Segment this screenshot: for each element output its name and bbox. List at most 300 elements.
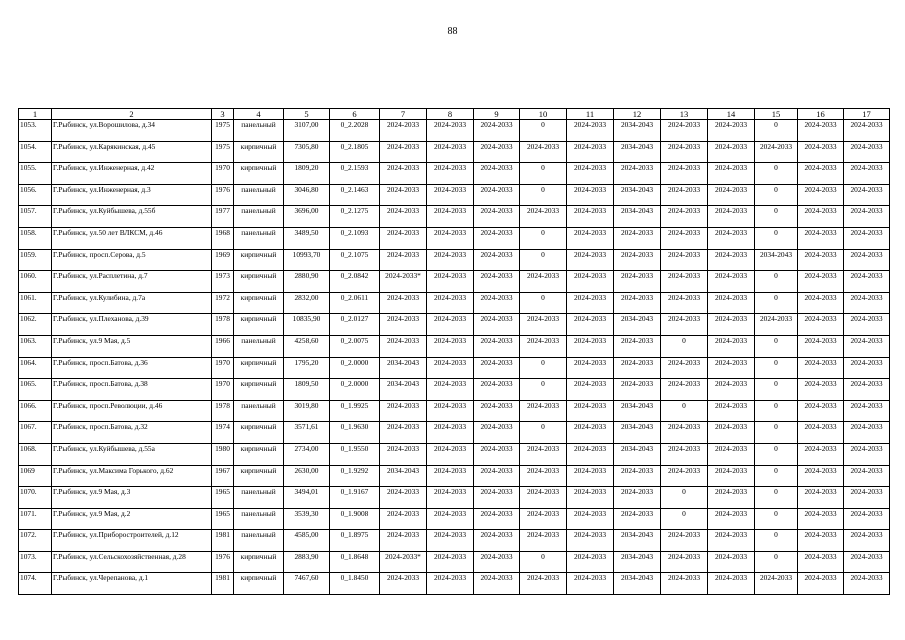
period-cell-17: 2024-2033 (844, 335, 890, 357)
period-cell-11: 2024-2033 (567, 379, 614, 401)
wall-material-cell: панельный (234, 335, 284, 357)
period-cell-12: 2024-2033 (614, 163, 661, 185)
column-header-6: 6 (330, 109, 380, 120)
priority-index-cell: 0_2.0127 (330, 314, 380, 336)
address-cell: Г.Рыбинск, просп.Батова, д.32 (52, 422, 212, 444)
year-built-cell: 1965 (212, 487, 234, 509)
period-cell-16: 2024-2033 (798, 551, 844, 573)
period-cell-13: 2024-2033 (661, 422, 708, 444)
period-cell-10: 2024-2033 (520, 508, 567, 530)
period-cell-15: 0 (755, 292, 798, 314)
period-cell-17: 2024-2033 (844, 184, 890, 206)
period-cell-10: 0 (520, 551, 567, 573)
period-cell-13: 2024-2033 (661, 357, 708, 379)
period-cell-9: 2024-2033 (474, 422, 520, 444)
period-cell-9: 2024-2033 (474, 227, 520, 249)
period-cell-16: 2024-2033 (798, 400, 844, 422)
period-cell-12: 2034-2043 (614, 422, 661, 444)
row-number-cell: 1055. (19, 163, 52, 185)
period-cell-9: 2024-2033 (474, 184, 520, 206)
table-body (19, 120, 890, 595)
period-cell-7: 2024-2033 (380, 508, 427, 530)
row-number-cell: 1054. (19, 141, 52, 163)
period-cell-14: 2024-2033 (708, 530, 755, 552)
year-built-cell: 1977 (212, 206, 234, 228)
period-cell-8: 2024-2033 (427, 530, 474, 552)
period-cell-10: 2024-2033 (520, 314, 567, 336)
wall-material-cell: панельный (234, 508, 284, 530)
period-cell-13: 2024-2033 (661, 314, 708, 336)
period-cell-13: 2024-2033 (661, 163, 708, 185)
period-cell-16: 2024-2033 (798, 573, 844, 595)
period-cell-10: 0 (520, 292, 567, 314)
year-built-cell: 1968 (212, 227, 234, 249)
period-cell-11: 2024-2033 (567, 120, 614, 142)
period-cell-7: 2024-2033 (380, 314, 427, 336)
period-cell-12: 2024-2033 (614, 292, 661, 314)
year-built-cell: 1978 (212, 314, 234, 336)
period-cell-9: 2024-2033 (474, 163, 520, 185)
priority-index-cell: 0_1.9630 (330, 422, 380, 444)
period-cell-16: 2024-2033 (798, 314, 844, 336)
period-cell-8: 2024-2033 (427, 120, 474, 142)
period-cell-8: 2024-2033 (427, 227, 474, 249)
period-cell-17: 2024-2033 (844, 120, 890, 142)
area-cell: 2630,00 (284, 465, 330, 487)
row-number-cell: 1059. (19, 249, 52, 271)
wall-material-cell: панельный (234, 530, 284, 552)
period-cell-9: 2024-2033 (474, 141, 520, 163)
period-cell-16: 2024-2033 (798, 508, 844, 530)
period-cell-17: 2024-2033 (844, 551, 890, 573)
period-cell-17: 2024-2033 (844, 379, 890, 401)
column-header-1: 1 (19, 109, 52, 120)
period-cell-7: 2024-2033 (380, 335, 427, 357)
period-cell-15: 0 (755, 508, 798, 530)
wall-material-cell: кирпичный (234, 465, 284, 487)
address-cell: Г.Рыбинск, ул.Инженерная, д.3 (52, 184, 212, 206)
row-number-cell: 1070. (19, 487, 52, 509)
period-cell-17: 2024-2033 (844, 271, 890, 293)
address-cell: Г.Рыбинск, ул.9 Мая, д.3 (52, 487, 212, 509)
period-cell-15: 2024-2033 (755, 141, 798, 163)
period-cell-14: 2024-2033 (708, 271, 755, 293)
period-cell-9: 2024-2033 (474, 508, 520, 530)
period-cell-10: 2024-2033 (520, 465, 567, 487)
period-cell-17: 2024-2033 (844, 573, 890, 595)
period-cell-10: 2024-2033 (520, 443, 567, 465)
year-built-cell: 1969 (212, 249, 234, 271)
period-cell-14: 2024-2033 (708, 163, 755, 185)
period-cell-17: 2024-2033 (844, 443, 890, 465)
period-cell-9: 2024-2033 (474, 120, 520, 142)
period-cell-14: 2024-2033 (708, 141, 755, 163)
table-row (19, 443, 890, 465)
period-cell-9: 2024-2033 (474, 335, 520, 357)
priority-index-cell: 0_1.9167 (330, 487, 380, 509)
priority-index-cell: 0_2.1093 (330, 227, 380, 249)
priority-index-cell: 0_2.0611 (330, 292, 380, 314)
period-cell-7: 2024-2033 (380, 422, 427, 444)
area-cell: 7467,60 (284, 573, 330, 595)
period-cell-14: 2024-2033 (708, 184, 755, 206)
wall-material-cell: кирпичный (234, 163, 284, 185)
period-cell-12: 2034-2043 (614, 206, 661, 228)
period-cell-11: 2024-2033 (567, 292, 614, 314)
period-cell-15: 0 (755, 120, 798, 142)
period-cell-14: 2024-2033 (708, 206, 755, 228)
period-cell-15: 2024-2033 (755, 314, 798, 336)
area-cell: 7305,80 (284, 141, 330, 163)
period-cell-7: 2024-2033 (380, 163, 427, 185)
period-cell-16: 2024-2033 (798, 443, 844, 465)
table-header (19, 109, 890, 120)
period-cell-7: 2024-2033 (380, 573, 427, 595)
wall-material-cell: кирпичный (234, 314, 284, 336)
period-cell-14: 2024-2033 (708, 120, 755, 142)
area-cell: 3494,01 (284, 487, 330, 509)
period-cell-15: 0 (755, 400, 798, 422)
period-cell-7: 2024-2033 (380, 487, 427, 509)
area-cell: 2734,00 (284, 443, 330, 465)
area-cell: 10993,70 (284, 249, 330, 271)
period-cell-16: 2024-2033 (798, 206, 844, 228)
period-cell-12: 2024-2033 (614, 227, 661, 249)
period-cell-7: 2024-2033* (380, 551, 427, 573)
area-cell: 3107,00 (284, 120, 330, 142)
period-cell-11: 2024-2033 (567, 335, 614, 357)
address-cell: Г.Рыбинск, ул.Инженерная, д.42 (52, 163, 212, 185)
period-cell-11: 2024-2033 (567, 227, 614, 249)
period-cell-11: 2024-2033 (567, 357, 614, 379)
area-cell: 3571,61 (284, 422, 330, 444)
area-cell: 10835,90 (284, 314, 330, 336)
period-cell-16: 2024-2033 (798, 292, 844, 314)
period-cell-17: 2024-2033 (844, 487, 890, 509)
period-cell-12: 2034-2043 (614, 573, 661, 595)
period-cell-10: 0 (520, 357, 567, 379)
period-cell-15: 2024-2033 (755, 573, 798, 595)
address-cell: Г.Рыбинск, ул.Ворошилова, д.34 (52, 120, 212, 142)
period-cell-7: 2024-2033 (380, 530, 427, 552)
period-cell-10: 0 (520, 163, 567, 185)
period-cell-10: 2024-2033 (520, 573, 567, 595)
period-cell-15: 0 (755, 551, 798, 573)
period-cell-13: 2024-2033 (661, 271, 708, 293)
period-cell-8: 2024-2033 (427, 206, 474, 228)
period-cell-8: 2024-2033 (427, 487, 474, 509)
period-cell-10: 2024-2033 (520, 400, 567, 422)
period-cell-7: 2024-2033 (380, 227, 427, 249)
period-cell-8: 2024-2033 (427, 465, 474, 487)
column-header-8: 8 (427, 109, 474, 120)
table-row (19, 530, 890, 552)
period-cell-7: 2024-2033 (380, 120, 427, 142)
address-cell: Г.Рыбинск, ул.Максима Горького, д.62 (52, 465, 212, 487)
period-cell-14: 2024-2033 (708, 443, 755, 465)
table-row (19, 141, 890, 163)
period-cell-13: 2024-2033 (661, 443, 708, 465)
period-cell-9: 2024-2033 (474, 551, 520, 573)
priority-index-cell: 0_1.9550 (330, 443, 380, 465)
period-cell-16: 2024-2033 (798, 422, 844, 444)
wall-material-cell: панельный (234, 206, 284, 228)
priority-index-cell: 0_1.9008 (330, 508, 380, 530)
period-cell-16: 2024-2033 (798, 120, 844, 142)
period-cell-12: 2024-2033 (614, 249, 661, 271)
period-cell-14: 2024-2033 (708, 357, 755, 379)
period-cell-16: 2024-2033 (798, 487, 844, 509)
period-cell-11: 2024-2033 (567, 206, 614, 228)
year-built-cell: 1972 (212, 292, 234, 314)
period-cell-12: 2034-2043 (614, 314, 661, 336)
row-number-cell: 1071. (19, 508, 52, 530)
row-number-cell: 1068. (19, 443, 52, 465)
table-row (19, 422, 890, 444)
period-cell-10: 2024-2033 (520, 530, 567, 552)
priority-index-cell: 0_2.0075 (330, 335, 380, 357)
period-cell-15: 0 (755, 227, 798, 249)
period-cell-12: 2024-2033 (614, 335, 661, 357)
address-cell: Г.Рыбинск, ул.Кулибина, д.7а (52, 292, 212, 314)
period-cell-9: 2024-2033 (474, 487, 520, 509)
address-cell: Г.Рыбинск, ул.Приборостроителей, д.12 (52, 530, 212, 552)
year-built-cell: 1978 (212, 400, 234, 422)
column-header-4: 4 (234, 109, 284, 120)
period-cell-12: 2034-2043 (614, 120, 661, 142)
column-number-row (19, 109, 890, 120)
priority-index-cell: 0_1.9925 (330, 400, 380, 422)
period-cell-8: 2024-2033 (427, 443, 474, 465)
period-cell-11: 2024-2033 (567, 487, 614, 509)
area-cell: 1809,20 (284, 163, 330, 185)
table-row (19, 487, 890, 509)
row-number-cell: 1062. (19, 314, 52, 336)
year-built-cell: 1975 (212, 120, 234, 142)
period-cell-14: 2024-2033 (708, 227, 755, 249)
table-row (19, 465, 890, 487)
period-cell-8: 2024-2033 (427, 249, 474, 271)
period-cell-10: 2024-2033 (520, 206, 567, 228)
table-row (19, 227, 890, 249)
priority-index-cell: 0_1.8450 (330, 573, 380, 595)
year-built-cell: 1965 (212, 508, 234, 530)
period-cell-17: 2024-2033 (844, 422, 890, 444)
priority-index-cell: 0_2.2028 (330, 120, 380, 142)
period-cell-15: 0 (755, 271, 798, 293)
period-cell-13: 0 (661, 508, 708, 530)
column-header-3: 3 (212, 109, 234, 120)
year-built-cell: 1981 (212, 530, 234, 552)
column-header-10: 10 (520, 109, 567, 120)
wall-material-cell: кирпичный (234, 357, 284, 379)
wall-material-cell: панельный (234, 120, 284, 142)
period-cell-8: 2024-2033 (427, 271, 474, 293)
year-built-cell: 1967 (212, 465, 234, 487)
column-header-2: 2 (52, 109, 212, 120)
year-built-cell: 1974 (212, 422, 234, 444)
wall-material-cell: кирпичный (234, 292, 284, 314)
column-header-5: 5 (284, 109, 330, 120)
wall-material-cell: кирпичный (234, 551, 284, 573)
period-cell-13: 2024-2033 (661, 465, 708, 487)
period-cell-11: 2024-2033 (567, 271, 614, 293)
period-cell-10: 2024-2033 (520, 141, 567, 163)
period-cell-15: 0 (755, 487, 798, 509)
priority-index-cell: 0_2.0000 (330, 379, 380, 401)
period-cell-14: 2024-2033 (708, 487, 755, 509)
period-cell-9: 2024-2033 (474, 314, 520, 336)
row-number-cell: 1063. (19, 335, 52, 357)
period-cell-8: 2024-2033 (427, 400, 474, 422)
area-cell: 2880,90 (284, 271, 330, 293)
table-row (19, 271, 890, 293)
period-cell-11: 2024-2033 (567, 465, 614, 487)
period-cell-11: 2024-2033 (567, 184, 614, 206)
year-built-cell: 1981 (212, 573, 234, 595)
period-cell-11: 2024-2033 (567, 530, 614, 552)
period-cell-16: 2024-2033 (798, 530, 844, 552)
priority-index-cell: 0_2.1805 (330, 141, 380, 163)
period-cell-14: 2024-2033 (708, 314, 755, 336)
row-number-cell: 1053. (19, 120, 52, 142)
table-row (19, 335, 890, 357)
row-number-cell: 1074. (19, 573, 52, 595)
period-cell-15: 0 (755, 530, 798, 552)
period-cell-8: 2024-2033 (427, 422, 474, 444)
period-cell-12: 2034-2043 (614, 184, 661, 206)
priority-index-cell: 0_2.0000 (330, 357, 380, 379)
address-cell: Г.Рыбинск, ул.Черепанова, д.1 (52, 573, 212, 595)
wall-material-cell: кирпичный (234, 443, 284, 465)
period-cell-12: 2034-2043 (614, 530, 661, 552)
row-number-cell: 1066. (19, 400, 52, 422)
period-cell-10: 0 (520, 120, 567, 142)
period-cell-15: 0 (755, 422, 798, 444)
period-cell-17: 2024-2033 (844, 465, 890, 487)
period-cell-9: 2024-2033 (474, 530, 520, 552)
period-cell-17: 2024-2033 (844, 357, 890, 379)
period-cell-13: 2024-2033 (661, 379, 708, 401)
period-cell-11: 2024-2033 (567, 551, 614, 573)
row-number-cell: 1056. (19, 184, 52, 206)
period-cell-11: 2024-2033 (567, 400, 614, 422)
period-cell-10: 0 (520, 422, 567, 444)
priority-index-cell: 0_1.8648 (330, 551, 380, 573)
period-cell-16: 2024-2033 (798, 227, 844, 249)
period-cell-8: 2024-2033 (427, 292, 474, 314)
table-row (19, 163, 890, 185)
period-cell-8: 2024-2033 (427, 573, 474, 595)
period-cell-14: 2024-2033 (708, 551, 755, 573)
period-cell-15: 0 (755, 184, 798, 206)
row-number-cell: 1064. (19, 357, 52, 379)
priority-index-cell: 0_2.1075 (330, 249, 380, 271)
period-cell-8: 2024-2033 (427, 184, 474, 206)
table-row (19, 184, 890, 206)
period-cell-7: 2024-2033 (380, 206, 427, 228)
year-built-cell: 1975 (212, 141, 234, 163)
row-number-cell: 1060. (19, 271, 52, 293)
period-cell-14: 2024-2033 (708, 508, 755, 530)
period-cell-9: 2024-2033 (474, 573, 520, 595)
period-cell-15: 0 (755, 443, 798, 465)
period-cell-9: 2024-2033 (474, 292, 520, 314)
area-cell: 3539,30 (284, 508, 330, 530)
period-cell-10: 0 (520, 379, 567, 401)
area-cell: 2832,00 (284, 292, 330, 314)
period-cell-7: 2024-2033 (380, 184, 427, 206)
period-cell-12: 2024-2033 (614, 508, 661, 530)
table-row (19, 357, 890, 379)
period-cell-17: 2024-2033 (844, 249, 890, 271)
period-cell-17: 2024-2033 (844, 163, 890, 185)
year-built-cell: 1976 (212, 184, 234, 206)
period-cell-9: 2024-2033 (474, 357, 520, 379)
period-cell-12: 2034-2043 (614, 141, 661, 163)
address-cell: Г.Рыбинск, просп.Революции, д.46 (52, 400, 212, 422)
column-header-15: 15 (755, 109, 798, 120)
period-cell-14: 2024-2033 (708, 335, 755, 357)
area-cell: 3696,00 (284, 206, 330, 228)
period-cell-15: 2034-2043 (755, 249, 798, 271)
period-cell-8: 2024-2033 (427, 141, 474, 163)
row-number-cell: 1057. (19, 206, 52, 228)
period-cell-13: 2024-2033 (661, 551, 708, 573)
address-cell: Г.Рыбинск, ул.Плеханова, д.39 (52, 314, 212, 336)
period-cell-11: 2024-2033 (567, 443, 614, 465)
address-cell: Г.Рыбинск, просп.Серова, д.5 (52, 249, 212, 271)
period-cell-16: 2024-2033 (798, 335, 844, 357)
column-header-17: 17 (844, 109, 890, 120)
period-cell-10: 2024-2033 (520, 271, 567, 293)
period-cell-7: 2034-2043 (380, 357, 427, 379)
table-row (19, 573, 890, 595)
period-cell-16: 2024-2033 (798, 141, 844, 163)
period-cell-14: 2024-2033 (708, 465, 755, 487)
area-cell: 1809,50 (284, 379, 330, 401)
table-row (19, 249, 890, 271)
period-cell-11: 2024-2033 (567, 141, 614, 163)
period-cell-13: 2024-2033 (661, 249, 708, 271)
address-cell: Г.Рыбинск, ул.Сельскохозяйственная, д.28 (52, 551, 212, 573)
year-built-cell: 1970 (212, 163, 234, 185)
wall-material-cell: панельный (234, 184, 284, 206)
period-cell-7: 2034-2043 (380, 465, 427, 487)
wall-material-cell: кирпичный (234, 249, 284, 271)
period-cell-16: 2024-2033 (798, 271, 844, 293)
period-cell-7: 2024-2033* (380, 271, 427, 293)
row-number-cell: 1073. (19, 551, 52, 573)
table-row (19, 508, 890, 530)
period-cell-12: 2024-2033 (614, 357, 661, 379)
period-cell-11: 2024-2033 (567, 422, 614, 444)
year-built-cell: 1973 (212, 271, 234, 293)
table-row (19, 206, 890, 228)
priority-index-cell: 0_2.0842 (330, 271, 380, 293)
period-cell-9: 2024-2033 (474, 443, 520, 465)
period-cell-7: 2024-2033 (380, 141, 427, 163)
table-row (19, 400, 890, 422)
row-number-cell: 1058. (19, 227, 52, 249)
period-cell-7: 2024-2033 (380, 400, 427, 422)
period-cell-8: 2024-2033 (427, 163, 474, 185)
period-cell-15: 0 (755, 357, 798, 379)
housing-register-table (18, 108, 890, 595)
period-cell-15: 0 (755, 379, 798, 401)
period-cell-17: 2024-2033 (844, 508, 890, 530)
column-header-14: 14 (708, 109, 755, 120)
